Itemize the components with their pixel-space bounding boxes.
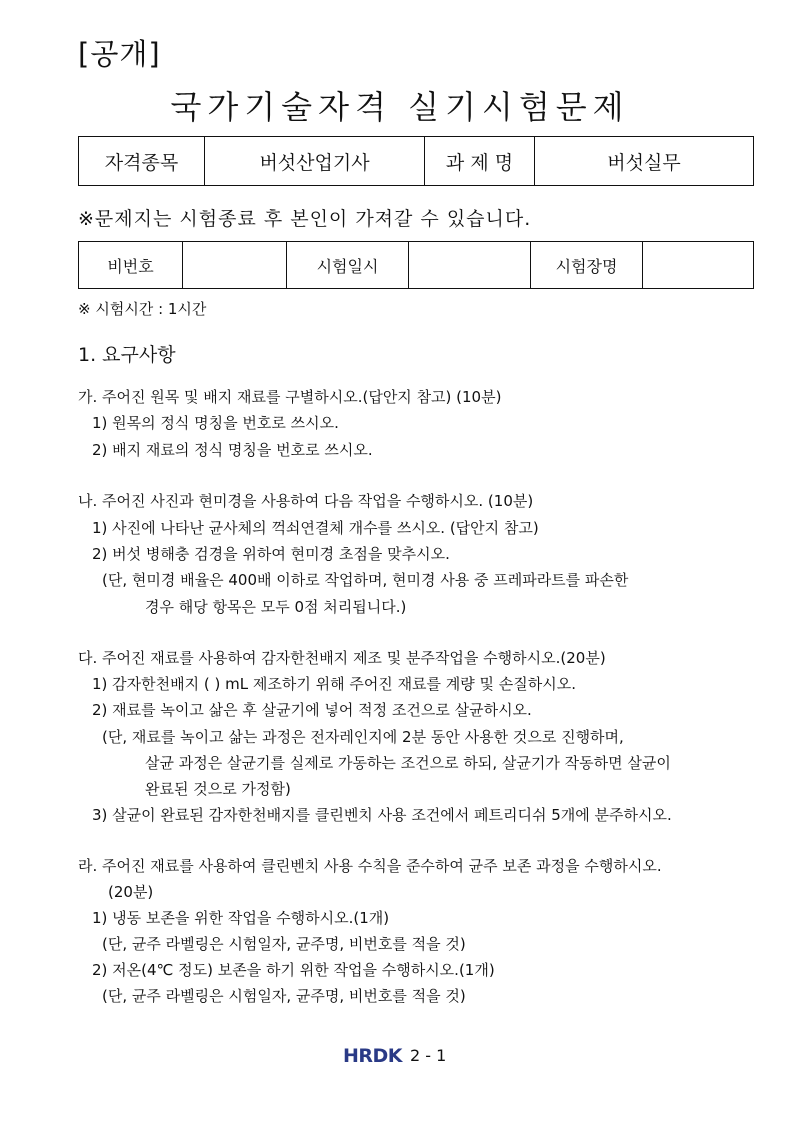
exam-time: ※ 시험시간 : 1시간 <box>78 300 207 318</box>
requirement-line: 3) 살균이 완료된 감자한천배지를 클린벤치 사용 조건에서 페트리디쉬 5개에 분주하시오. <box>92 806 672 824</box>
requirement-line: 2) 재료를 녹이고 삶은 후 살균기에 넣어 적정 조건으로 살균하시오. <box>92 701 532 719</box>
requirement-line: 나. 주어진 사진과 현미경을 사용하여 다음 작업을 수행하시오. (10분) <box>78 492 534 510</box>
requirement-line: 살균 과정은 살균기를 실제로 가동하는 조건으로 하되, 살균기가 작동하면 살균이 <box>145 754 671 772</box>
qualification-label: 자격종목 <box>79 137 205 186</box>
requirement-line: 1) 냉동 보존을 위한 작업을 수행하시오.(1개) <box>92 909 390 927</box>
requirement-line: 다. 주어진 재료를 사용하여 감자한천배지 제조 및 분주작업을 수행하시오.(20분) <box>78 649 606 667</box>
seat-number-field[interactable] <box>183 242 287 289</box>
requirement-line: 라. 주어진 재료를 사용하여 클린벤치 사용 수칙을 준수하여 균주 보존 과정을 수행하시오. <box>78 857 662 875</box>
requirement-line: (단, 균주 라벨링은 시험일자, 균주명, 비번호를 적을 것) <box>102 987 466 1005</box>
exam-date-field[interactable] <box>409 242 531 289</box>
requirement-line: 1) 원목의 정식 명칭을 번호로 쓰시오. <box>92 414 339 432</box>
notice-text: ※문제지는 시험종료 후 본인이 가져갈 수 있습니다. <box>78 208 532 230</box>
requirement-line: 가. 주어진 원목 및 배지 재료를 구별하시오.(답안지 참고) (10분) <box>78 388 502 406</box>
requirement-line: 완료된 것으로 가정함) <box>145 780 291 798</box>
exam-site-field[interactable] <box>643 242 754 289</box>
exam-info-table <box>78 241 754 289</box>
requirement-line: 2) 버섯 병해충 검경을 위하여 현미경 초점을 맞추시오. <box>92 545 450 563</box>
requirement-line: (20분) <box>108 883 154 901</box>
qualification-table <box>78 136 754 186</box>
requirement-line: (단, 균주 라벨링은 시험일자, 균주명, 비번호를 적을 것) <box>102 935 466 953</box>
requirement-line: 1) 감자한천배지 ( ) mL 제조하기 위해 주어진 재료를 계량 및 손질하시오. <box>92 675 577 693</box>
section-title: 1. 요구사항 <box>78 344 176 366</box>
requirement-line: 경우 해당 항목은 모두 0점 처리됩니다.) <box>145 598 407 616</box>
document-title: 국가기술자격 실기시험문제 <box>170 88 630 126</box>
requirement-line: 1) 사진에 나타난 균사체의 꺽쇠연결체 개수를 쓰시오. (답안지 참고) <box>92 519 539 537</box>
requirement-line: 2) 저온(4℃ 정도) 보존을 하기 위한 작업을 수행하시오.(1개) <box>92 961 495 979</box>
hrdk-logo: HRDK <box>343 1045 403 1067</box>
exam-site-label: 시험장명 <box>531 242 643 289</box>
task-value: 버섯실무 <box>535 137 754 186</box>
qualification-value: 버섯산업기사 <box>205 137 425 186</box>
exam-date-label: 시험일시 <box>287 242 409 289</box>
requirement-line: 2) 배지 재료의 정식 명칭을 번호로 쓰시오. <box>92 441 373 459</box>
task-label: 과 제 명 <box>425 137 535 186</box>
requirement-line: (단, 현미경 배율은 400배 이하로 작업하며, 현미경 사용 중 프레파라트를 파손한 <box>102 571 629 589</box>
seat-number-label: 비번호 <box>79 242 183 289</box>
public-tag: [공개] <box>78 37 161 71</box>
requirement-line: (단, 재료를 녹이고 삶는 과정은 전자레인지에 2분 동안 사용한 것으로 진행하며, <box>102 728 624 746</box>
page-number: 2 - 1 <box>410 1046 447 1065</box>
